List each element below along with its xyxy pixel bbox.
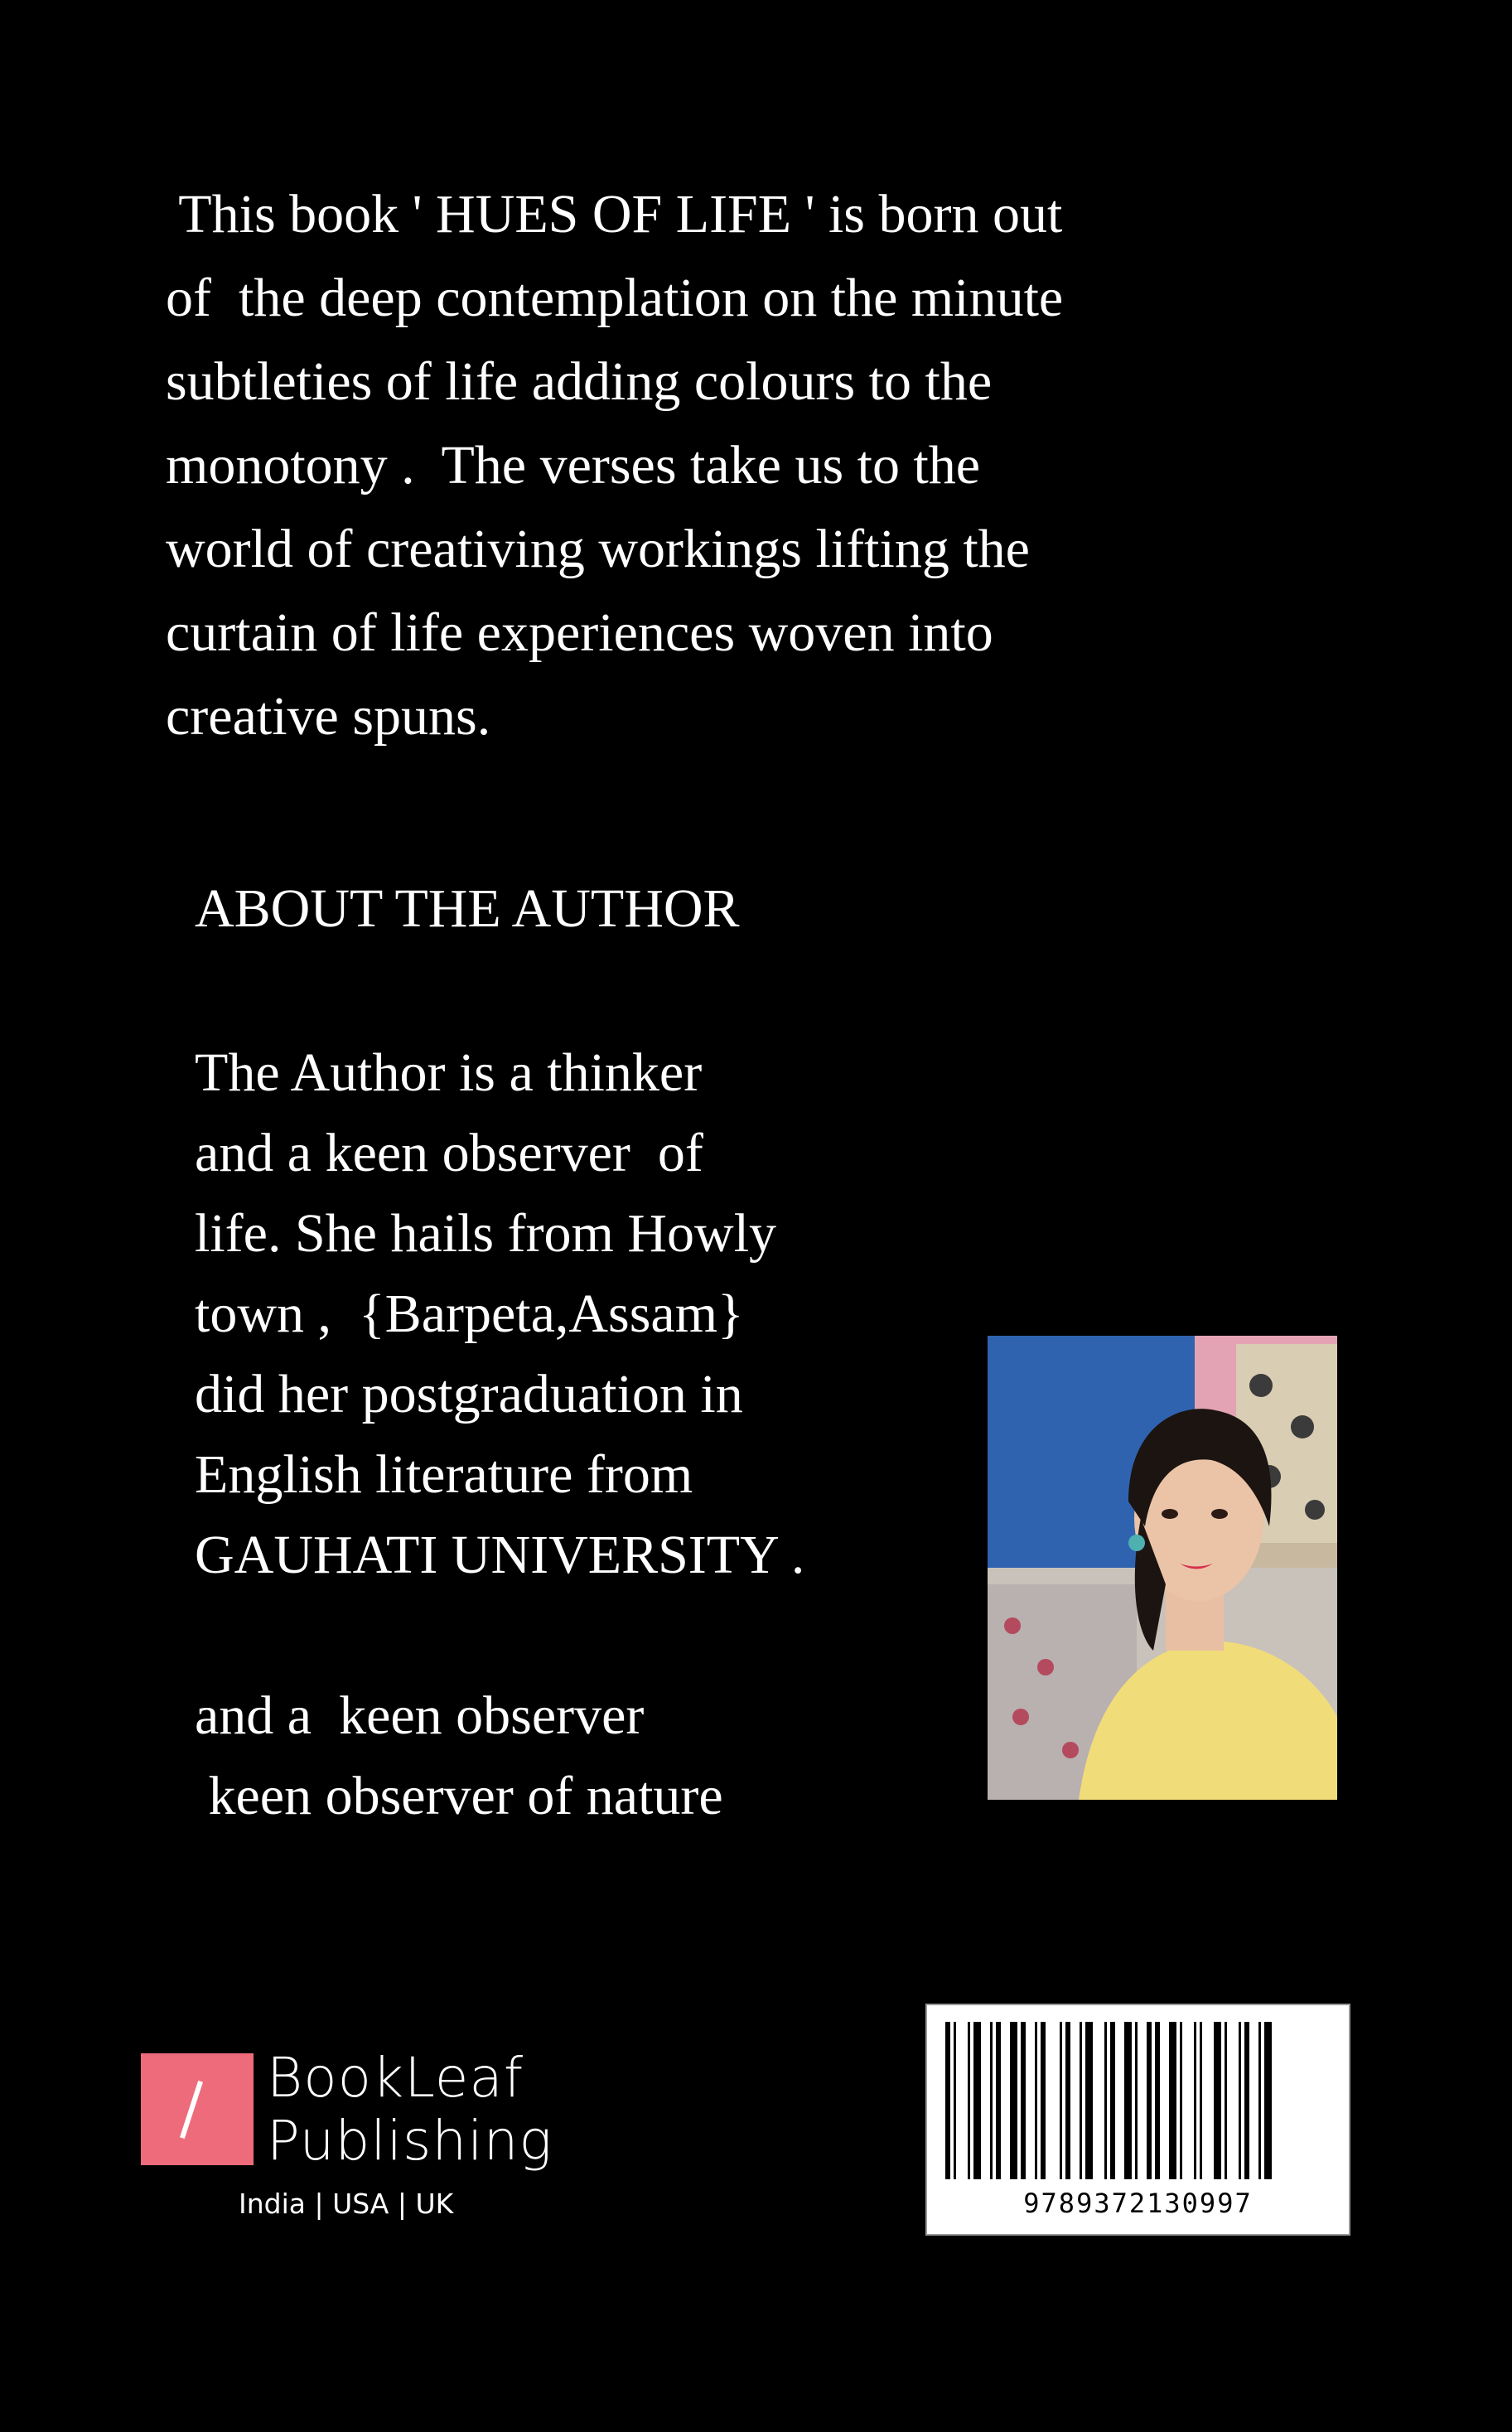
about-author-heading: ABOUT THE AUTHOR: [195, 878, 740, 939]
book-blurb: This book ' HUES OF LIFE ' is born out of the deep contemplation on the minute subtleties of life adding colours to the monotony . The verses take us to the world of creativing workings lifting the curtain of life experiences woven into creative spuns.: [166, 184, 1064, 747]
barcode-bars: [945, 2022, 1334, 2179]
isbn-number: 9789372130997: [1023, 2188, 1253, 2219]
publisher-name: BookLeaf Publishing: [267, 2046, 553, 2173]
publisher-logo: [141, 2046, 555, 2236]
about-author-extra-text: and a keen observer keen observer of nature: [195, 1685, 723, 1826]
author-photo-illustration: [988, 1336, 1337, 1800]
isbn-barcode: [925, 2004, 1350, 2236]
publisher-logo-mark-icon: [141, 2053, 254, 2165]
author-photo: [988, 1336, 1337, 1800]
publisher-regions: India | USA | UK: [239, 2188, 454, 2220]
about-author-text: The Author is a thinker and a keen observer of life. She hails from Howly town , {Barpeta,Assam} did her postgraduation in English literature from GAUHATI UNIVERSITY .: [195, 1042, 805, 1585]
